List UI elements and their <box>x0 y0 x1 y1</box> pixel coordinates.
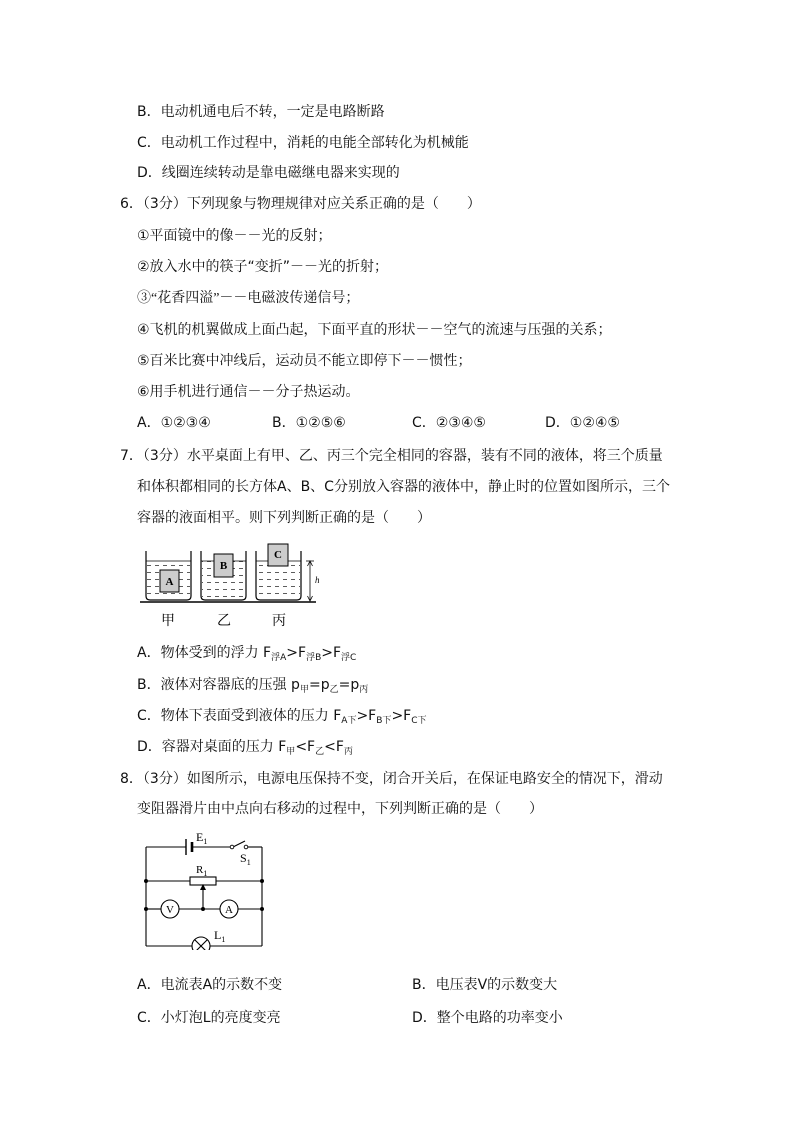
q7-option-a: A．物体受到的浮力 $F_{浮A}>F_{浮B}>F_{浮C}$ <box>137 645 357 663</box>
block-a-label: A <box>165 576 174 588</box>
switch-pivot <box>230 845 234 849</box>
q6-option-b: B．①②⑤⑥ <box>272 415 346 431</box>
q6-item-6: ⑥用手机进行通信－－分子热运动。 <box>137 384 360 400</box>
q7-containers-figure <box>138 541 328 633</box>
q8-stem-line-1: 8．（3分）如图所示，电源电压保持不变，闭合开关后，在保证电路安全的情况下，滑动 <box>120 771 663 787</box>
lamp-label: $L_1$ <box>214 928 226 944</box>
q5-option-d: D．线圈连续转动是靠电磁继电器来实现的 <box>137 165 400 181</box>
q5-option-c: C．电动机工作过程中，消耗的电能全部转化为机械能 <box>137 135 469 151</box>
q6-option-d: D．①②④⑤ <box>545 415 620 431</box>
q6-stem: 6．（3分）下列现象与物理规律对应关系正确的是（ ） <box>120 196 481 212</box>
block-c-label: C <box>274 549 282 561</box>
lamp-symbol <box>192 937 210 950</box>
container-label-bing: 丙 <box>272 613 286 629</box>
q8-option-c: C．小灯泡L的亮度变亮 <box>137 1010 281 1026</box>
q6-item-3: ③“花香四溢”－－电磁波传递信号； <box>137 291 360 306</box>
rheostat-label: $R_1$ <box>196 864 208 878</box>
container-label-jia: 甲 <box>161 613 175 629</box>
q6-item-5: ⑤百米比赛中冲线后，运动员不能立即停下－－惯性； <box>137 353 472 369</box>
q6-item-4: ④飞机的机翼做成上面凸起，下面平直的形状－－空气的流速与压强的关系； <box>137 322 612 338</box>
block-b-label: B <box>219 560 228 572</box>
rheostat-body <box>190 877 216 885</box>
q6-item-2: ②放入水中的筷子“变折”－－光的折射； <box>137 259 389 275</box>
container-label-yi: 乙 <box>217 613 231 629</box>
q6-option-a: A．①②③④ <box>137 415 211 431</box>
q8-option-b: B．电压表V的示数变大 <box>412 977 558 993</box>
q7-option-d: D．容器对桌面的压力 $F_甲<F_乙<F_丙$ <box>137 739 353 757</box>
q8-option-a: A．电流表A的示数不变 <box>137 977 283 993</box>
ammeter-label: A <box>225 904 233 916</box>
q6-option-c: C．②③④⑤ <box>412 415 486 431</box>
q7-option-c: C．物体下表面受到液体的压力 $F_{A下}>F_{B下}>F_{C下}$ <box>137 708 427 726</box>
voltmeter-label: V <box>166 904 174 916</box>
switch-label: $S_1$ <box>240 851 251 867</box>
battery-label: $E_1$ <box>196 830 208 846</box>
q7-option-b: B．液体对容器底的压强 $p_甲=p_乙=p_丙$ <box>137 677 369 695</box>
q5-option-b: B．电动机通电后不转，一定是电路断路 <box>137 104 385 120</box>
q7-stem-line-2: 和体积都相同的长方体A、B、C分别放入容器的液体中，静止时的位置如图所示，三个 <box>137 479 670 495</box>
height-label: h <box>315 575 320 585</box>
switch-contact <box>244 845 248 849</box>
q7-stem-line-1: 7．（3分）水平桌面上有甲、乙、丙三个完全相同的容器，装有不同的液体，将三个质量 <box>120 448 663 464</box>
q8-option-d: D．整个电路的功率变小 <box>412 1010 563 1026</box>
q6-item-1: ①平面镜中的像－－光的反射； <box>137 228 332 244</box>
q7-stem-line-3: 容器的液面相平。则下列判断正确的是（ ） <box>137 510 431 526</box>
q8-circuit-diagram <box>140 828 275 950</box>
switch-blade <box>233 841 245 847</box>
q8-stem-line-2: 变阻器滑片由中点向右移动的过程中，下列判断正确的是（ ） <box>137 801 543 817</box>
